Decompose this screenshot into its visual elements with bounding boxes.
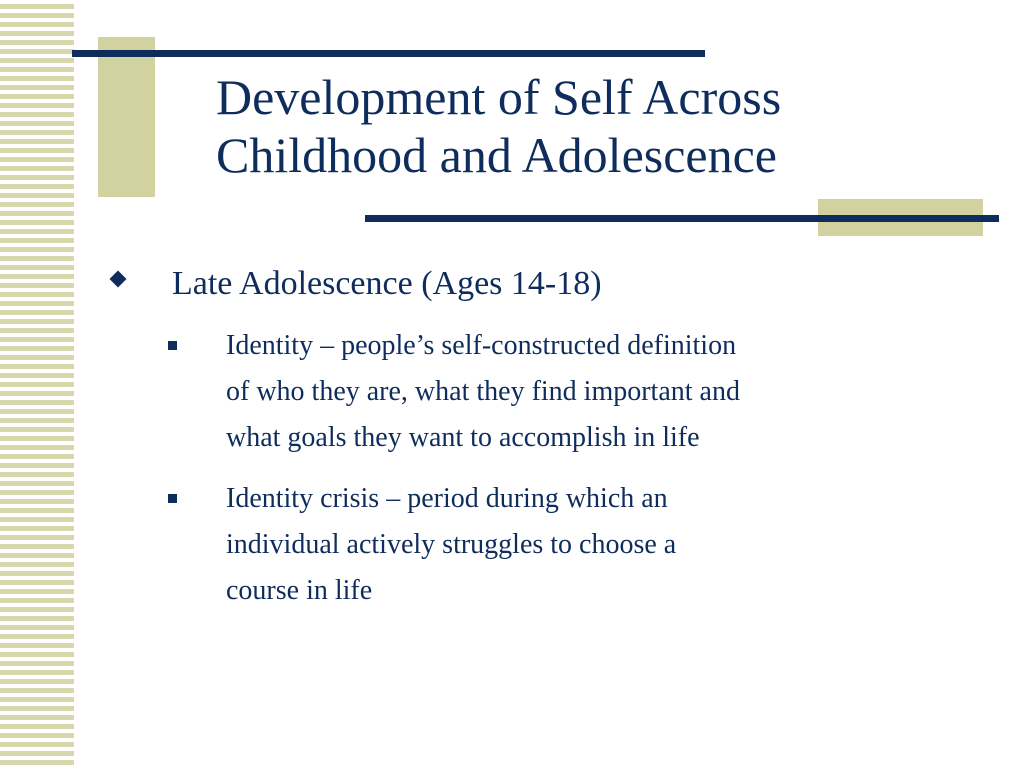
square-bullet-icon [168, 341, 177, 350]
tan-accent-block-top [98, 37, 155, 197]
slide-title [216, 68, 996, 184]
sub-bullet-line: Identity – people’s self-constructed definition [226, 330, 737, 361]
striped-side-panel [0, 0, 74, 768]
bullet-text: Late Adolescence (Ages 14-18) [172, 265, 602, 302]
sub-bullet-text [226, 476, 966, 614]
title-line-2: Childhood and Adolescence [216, 127, 777, 183]
title-line-1: Development of Self Across [216, 69, 782, 125]
sub-bullet-line: course in life [226, 575, 373, 606]
title-rule-top [72, 50, 705, 57]
sub-bullet-line: Identity crisis – period during which an [226, 483, 668, 514]
title-rule-bottom [365, 215, 999, 222]
square-bullet-icon [168, 494, 177, 503]
diamond-bullet-icon [110, 271, 127, 288]
sub-bullet-line: individual actively struggles to choose a [226, 529, 677, 560]
sub-bullet-line: of who they are, what they find important and [226, 376, 740, 407]
sub-bullet-text [226, 323, 966, 461]
sub-bullet-line: what goals they want to accomplish in life [226, 422, 700, 453]
